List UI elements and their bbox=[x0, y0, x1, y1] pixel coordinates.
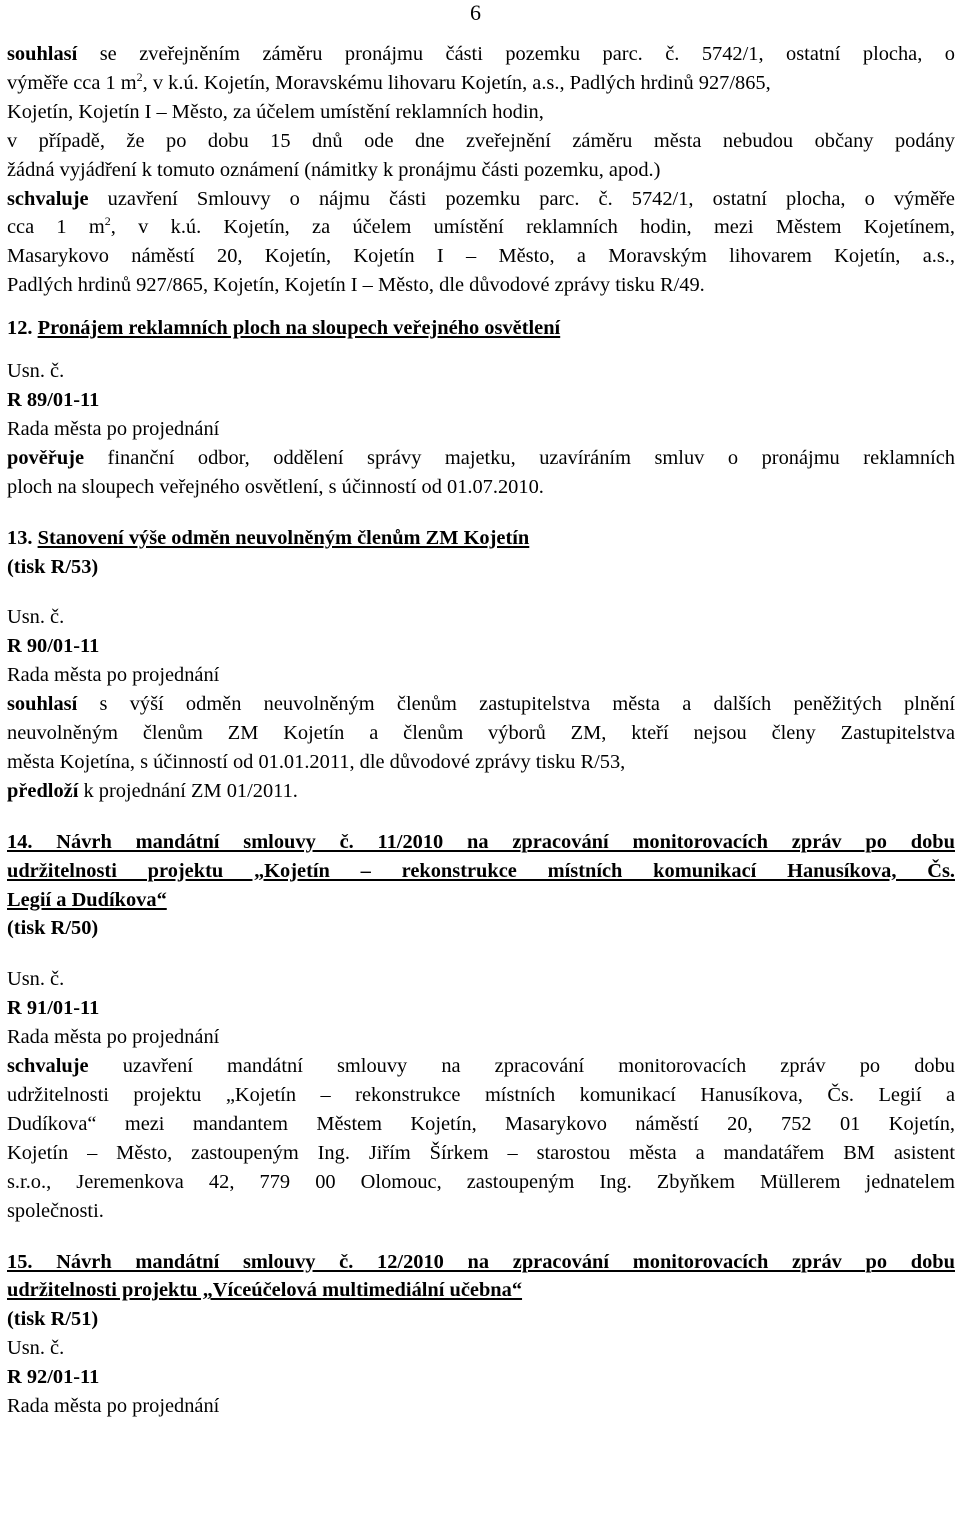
resolution-label: Usn. č. bbox=[7, 606, 65, 629]
section-13-heading: 13. Stanovení výše odměn neuvolněným členům ZM Kojetín bbox=[7, 526, 530, 549]
resolution-label: Usn. č. bbox=[7, 1337, 65, 1360]
resolution-number: R 92/01-11 bbox=[7, 1366, 100, 1389]
section-14-para-5: s.r.o., Jeremenkova 42, 779 00 Olomouc, zastoupeným Ing. Zbyňkem Müllerem jednatelem bbox=[7, 1170, 955, 1193]
section-13-para-2: neuvolněným členům ZM Kojetín a členům výborů ZM, kteří nejsou členy Zastupitelstva bbox=[7, 722, 955, 745]
keyword-souhlasi: souhlasí bbox=[7, 43, 78, 65]
section-15-heading-2: udržitelnosti projektu „Víceúčelová multimediální učebna“ bbox=[7, 1279, 523, 1302]
section-14-para-1: schvaluje uzavření mandátní smlouvy na zpracování monitorovacích zpráv po dobu bbox=[7, 1055, 955, 1078]
resolution-label: Usn. č. bbox=[7, 968, 65, 991]
intro-line-5: žádná vyjádření k tomuto oznámení (námitky k pronájmu části pozemku, apod.) bbox=[7, 158, 661, 181]
section-15-heading-1: 15. Návrh mandátní smlouvy č. 12/2010 na zpracování monitorovacích zpráv po dobu bbox=[7, 1250, 955, 1273]
section-14-para-6: společnosti. bbox=[7, 1199, 104, 1222]
document-body bbox=[7, 40, 955, 1421]
keyword-schvaluje: schvaluje bbox=[7, 187, 89, 210]
section-14-heading-1: 14. Návrh mandátní smlouvy č. 11/2010 na zpracování monitorovacích zpráv po dobu bbox=[7, 830, 955, 853]
section-14-heading-3: Legií a Dudíkova“ bbox=[7, 888, 167, 911]
section-14-para-3: Dudíkova“ mezi mandantem Městem Kojetín, Masarykovo náměstí 20, 752 01 Kojetín, bbox=[7, 1112, 955, 1135]
section-13-para-4: předloží k projednání ZM 01/2011. bbox=[7, 779, 298, 802]
intro-line-1: souhlasí se zveřejněním záměru pronájmu části pozemku parc. č. 5742/1, ostatní plocha, o bbox=[7, 43, 955, 65]
intro-line-4: v případě, že po dobu 15 dnů ode dne zveřejnění záměru města nebudou občany podány bbox=[7, 129, 955, 152]
council-line: Rada města po projednání bbox=[7, 664, 220, 687]
resolution-number: R 89/01-11 bbox=[7, 388, 100, 411]
resolution-number: R 91/01-11 bbox=[7, 997, 100, 1020]
section-15-tisk: (tisk R/51) bbox=[7, 1308, 99, 1331]
section-12-para-2: ploch na sloupech veřejného osvětlení, s účinností od 01.07.2010. bbox=[7, 475, 544, 498]
section-13-para-3: města Kojetína, s účinností od 01.01.2011, dle důvodové zprávy tisku R/53, bbox=[7, 750, 626, 773]
section-14-para-4: Kojetín – Město, zastoupeným Ing. Jiřím Šírkem – starostou města a mandatářem BM asistent bbox=[7, 1141, 955, 1164]
section-14-tisk: (tisk R/50) bbox=[7, 917, 99, 940]
council-line: Rada města po projednání bbox=[7, 1026, 220, 1049]
council-line: Rada města po projednání bbox=[7, 1395, 220, 1418]
resolution-label: Usn. č. bbox=[7, 360, 65, 383]
intro-line-2: výměře cca 1 $m^2$, v k.ú. Kojetín, Moravskému lihovaru Kojetín, a.s., Padlých hrdinů 927/865, bbox=[7, 69, 771, 94]
section-14-para-2: udržitelnosti projektu „Kojetín – rekonstrukce místních komunikací Hanusíkova, Čs. Legií a bbox=[7, 1084, 955, 1106]
intro-line-9: Padlých hrdinů 927/865, Kojetín, Kojetín I – Město, dle důvodové zprávy tisku R/49. bbox=[7, 274, 705, 297]
council-line: Rada města po projednání bbox=[7, 417, 220, 440]
section-13-para-1: souhlasí s výší odměn neuvolněným členům zastupitelstva města a dalších peněžitých plnění bbox=[7, 693, 955, 716]
intro-line-7: cca 1 $m^2$, v k.ú. Kojetín, za účelem umístění reklamních hodin, mezi Městem Kojetínem, bbox=[7, 214, 955, 239]
intro-line-8: Masarykovo náměstí 20, Kojetín, Kojetín I – Město, a Moravským lihovarem Kojetín, a.s., bbox=[7, 245, 955, 268]
intro-line-6: schvaluje uzavření Smlouvy o nájmu části pozemku parc. č. 5742/1, ostatní plocha, o výměře bbox=[7, 187, 955, 210]
section-12-para-1: pověřuje finanční odbor, oddělení správy majetku, uzavíráním smluv o pronájmu reklamních bbox=[7, 446, 955, 469]
page-number: 6 bbox=[470, 0, 481, 25]
section-12-heading: 12. Pronájem reklamních ploch na sloupech veřejného osvětlení bbox=[7, 317, 561, 340]
section-13-tisk: (tisk R/53) bbox=[7, 555, 99, 578]
intro-line-3: Kojetín, Kojetín I – Město, za účelem umístění reklamních hodin, bbox=[7, 100, 544, 123]
resolution-number: R 90/01-11 bbox=[7, 635, 100, 658]
section-14-heading-2: udržitelnosti projektu „Kojetín – rekonstrukce místních komunikací Hanusíkova, Čs. bbox=[7, 859, 955, 882]
